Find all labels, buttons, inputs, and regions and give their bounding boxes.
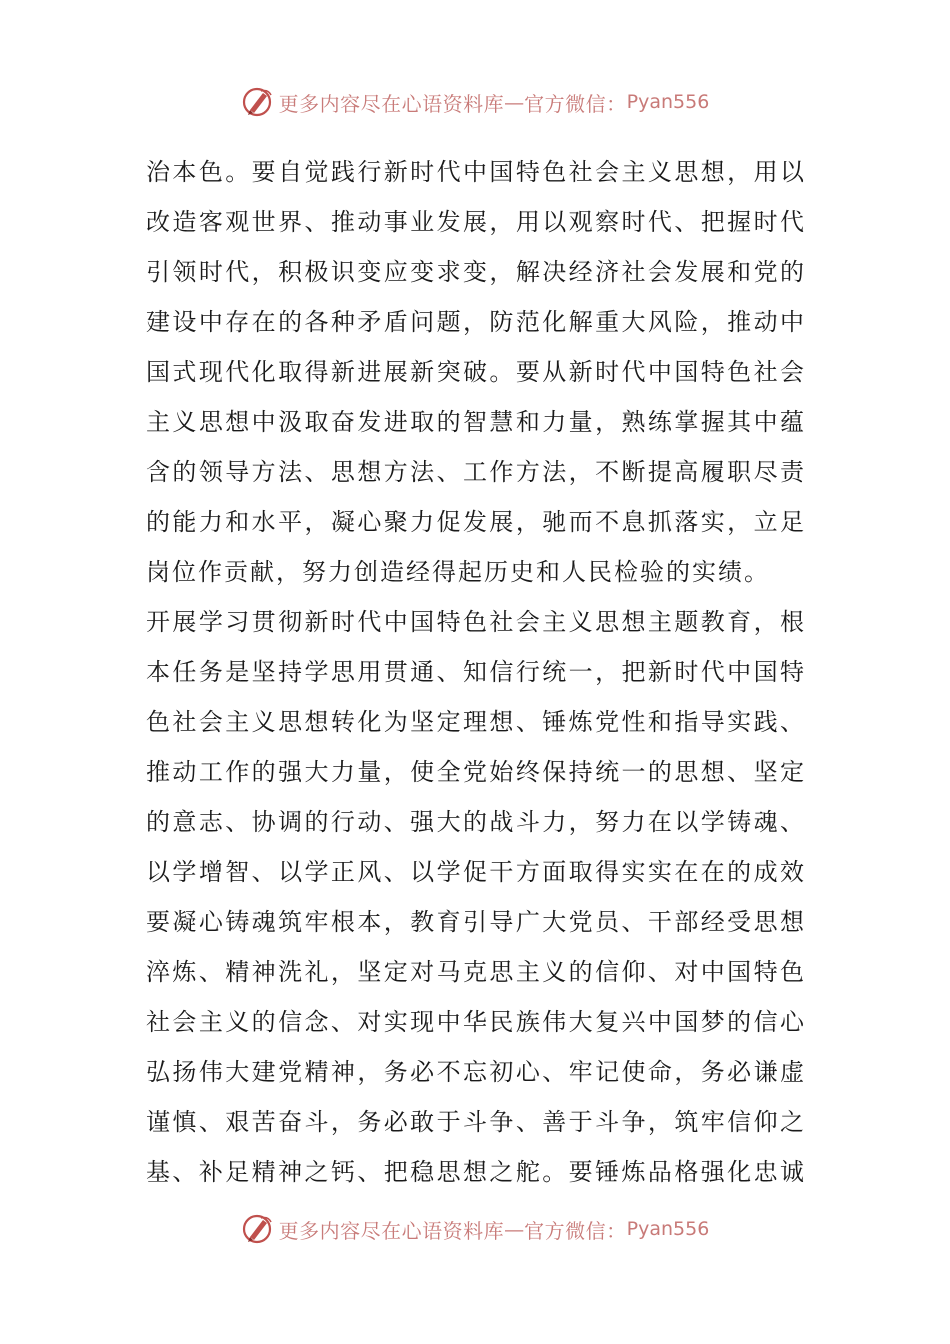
body-text-line: 国式现代化取得新进展新突破。要从新时代中国特色社会 [146,358,806,386]
body-text-line: 推动工作的强大力量，使全党始终保持统一的思想、坚定 [146,758,806,786]
body-text-line: 要凝心铸魂筑牢根本，教育引导广大党员、干部经受思想 [146,908,806,936]
pen-in-circle-icon [241,85,275,119]
body-text-line: 开展学习贯彻新时代中国特色社会主义思想主题教育，根 [146,608,806,636]
header-contact-label: 官方微信： [524,91,627,116]
header-banner [0,82,950,122]
header-banner-text: 更多内容尽在心语资料库 [278,91,505,116]
body-text-line: 岗位作贡献，努力创造经得起历史和人民检验的实绩。 [146,558,770,586]
body-text-line: 含的领导方法、思想方法、工作方法，不断提高履职尽责 [146,458,806,486]
body-text-line: 主义思想中汲取奋发进取的智慧和力量，熟练掌握其中蕴 [146,408,806,436]
footer-contact-label: 官方微信： [524,1218,627,1243]
body-text-line: 以学增智、以学正风、以学促干方面取得实实在在的成效 [146,858,806,886]
footer-banner-text: 更多内容尽在心语资料库 [278,1218,505,1243]
body-text-line: 淬炼、精神洗礼，坚定对马克思主义的信仰、对中国特色 [146,958,806,986]
body-text-line: 色社会主义思想转化为坚定理想、锤炼党性和指导实践、 [146,708,806,736]
body-text-line: 谨慎、艰苦奋斗，务必敢于斗争、善于斗争，筑牢信仰之 [146,1108,806,1136]
body-text-line: 社会主义的信念、对实现中华民族伟大复兴中国梦的信心 [146,1008,806,1036]
document-body [146,147,806,1197]
pen-in-circle-icon [241,1212,275,1246]
footer-contact-id: Pyan556 [626,1218,710,1240]
body-text-line: 本任务是坚持学思用贯通、知信行统一，把新时代中国特 [146,658,806,686]
body-text-line: 的能力和水平，凝心聚力促发展，驰而不息抓落实，立足 [146,508,806,536]
header-contact-id: Pyan556 [626,91,710,113]
body-text-line: 基、补足精神之钙、把稳思想之舵。要锤炼品格强化忠诚 [146,1158,806,1186]
footer-banner [0,1209,950,1249]
footer-banner-separator: — [504,1217,525,1241]
body-text-line: 改造客观世界、推动事业发展，用以观察时代、把握时代 [146,208,806,236]
body-text-line: 建设中存在的各种矛盾问题，防范化解重大风险，推动中 [146,308,806,336]
body-text-line: 的意志、协调的行动、强大的战斗力，努力在以学铸魂、 [146,808,806,836]
body-text-line: 治本色。要自觉践行新时代中国特色社会主义思想，用以 [146,158,806,186]
body-text-line: 引领时代，积极识变应变求变，解决经济社会发展和党的 [146,258,806,286]
body-text-line: 弘扬伟大建党精神，务必不忘初心、牢记使命，务必谦虚 [146,1058,806,1086]
header-banner-separator: — [504,90,525,114]
